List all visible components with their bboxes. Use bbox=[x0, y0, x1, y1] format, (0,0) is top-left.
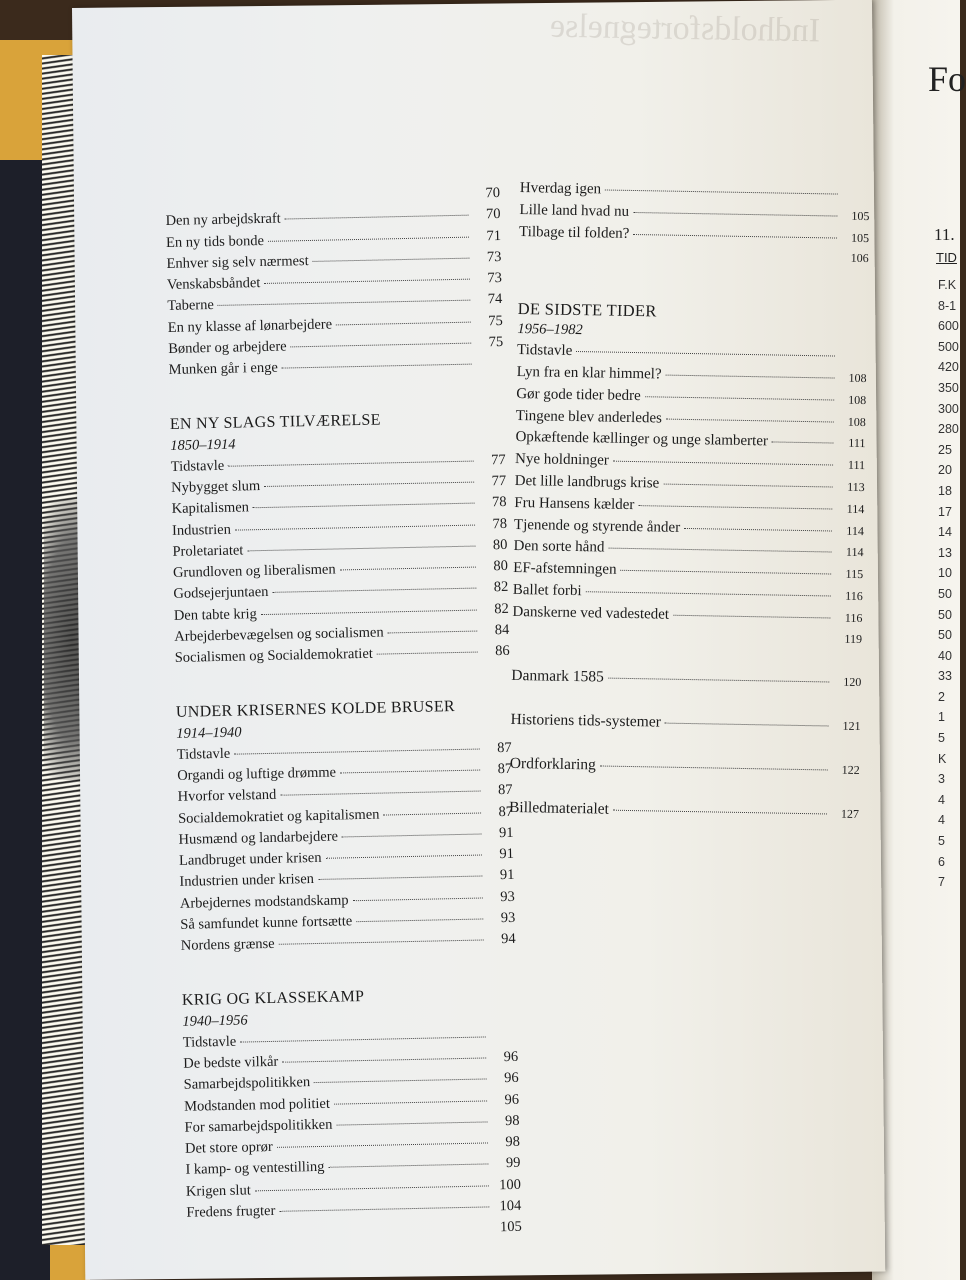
facing-page-item: 50 bbox=[938, 586, 952, 601]
toc-entry-title: Nybygget slum bbox=[171, 478, 261, 496]
facing-page-item: 2 bbox=[938, 689, 945, 704]
toc-entry-page: 73 bbox=[487, 270, 503, 287]
toc-entry[interactable] bbox=[510, 755, 860, 785]
facing-page-item: 33 bbox=[938, 669, 952, 684]
facing-page-item: 8-1 bbox=[938, 298, 957, 313]
toc-entry-page: 74 bbox=[487, 291, 503, 308]
toc-entry-title: Taberne bbox=[167, 297, 215, 315]
toc-entry-page: 91 bbox=[498, 824, 514, 841]
toc-leader-dots bbox=[235, 524, 475, 530]
toc-entry-page: 94 bbox=[501, 931, 516, 948]
toc-entry-title: Grundloven og liberalismen bbox=[172, 561, 336, 582]
toc-entry-page: 77 bbox=[491, 451, 506, 468]
show-through-text: Indholdsfortegnelse bbox=[549, 7, 821, 50]
facing-page-item: 1 bbox=[938, 710, 945, 725]
toc-entry-title: Modstanden mod politiet bbox=[183, 1095, 331, 1115]
toc-leader-dots bbox=[326, 855, 482, 859]
toc-entry-title: Organdi og luftige drømme bbox=[177, 764, 337, 784]
facing-page-item: 4 bbox=[938, 813, 945, 828]
toc-entry-page: 120 bbox=[843, 675, 862, 690]
toc-leader-dots bbox=[613, 810, 827, 815]
toc-entry-title: Tidstavle bbox=[176, 745, 231, 763]
toc-entry-page: 105 bbox=[499, 1219, 522, 1236]
toc-entry-page: 105 bbox=[851, 208, 870, 223]
toc-entry-title: I kamp- og ventestilling bbox=[185, 1159, 325, 1179]
toc-leader-dots bbox=[638, 505, 832, 509]
toc-entry-page: 116 bbox=[845, 588, 863, 603]
toc-entry-title: De bedste vilkår bbox=[183, 1053, 279, 1072]
toc-leader-dots bbox=[247, 545, 475, 551]
facing-page-item: 50 bbox=[938, 628, 952, 643]
toc-leader-dots bbox=[600, 766, 828, 771]
toc-entry-page: 106 bbox=[850, 251, 869, 266]
toc-entry-page bbox=[476, 367, 504, 368]
toc-entry-title: Samarbejdspolitikken bbox=[183, 1074, 311, 1094]
toc-entry-title: Tidstavle bbox=[170, 457, 225, 475]
toc-entry-page: 78 bbox=[491, 494, 507, 511]
toc-entry-page: 127 bbox=[840, 807, 860, 822]
section-years: 1956–1982 bbox=[517, 321, 583, 339]
toc-entry-title: Ballet forbi bbox=[512, 581, 582, 600]
toc-entry-page: 75 bbox=[488, 334, 504, 351]
toc-entry-page: 115 bbox=[845, 566, 864, 582]
toc-entry-title: Krigen slut bbox=[185, 1182, 251, 1200]
toc-entry-title: For samarbejdspolitikken bbox=[184, 1116, 333, 1136]
toc-leader-dots bbox=[285, 215, 469, 220]
toc-leader-dots bbox=[666, 375, 835, 379]
toc-leader-dots bbox=[228, 460, 474, 466]
section-years: 1940–1956 bbox=[182, 1012, 248, 1030]
toc-leader-dots bbox=[608, 548, 831, 553]
toc-entry-page: 114 bbox=[846, 501, 865, 516]
toc-entry[interactable] bbox=[510, 711, 860, 741]
toc-leader-dots bbox=[340, 769, 480, 773]
toc-entry-title: Den tabte krig bbox=[173, 605, 257, 624]
toc-entry-title: Fru Hansens kælder bbox=[514, 494, 635, 513]
toc-entry-page: 71 bbox=[486, 227, 502, 244]
toc-entry-title: En ny klasse af lønarbejdere bbox=[167, 316, 333, 336]
toc-entry-title: Enhver sig selv nærmest bbox=[166, 252, 309, 272]
toc-entry-title: Tilbage til folden? bbox=[518, 223, 630, 242]
facing-page-heading: TID bbox=[936, 250, 957, 265]
toc-entry-title: EF-afstemningen bbox=[513, 560, 617, 578]
toc-leader-dots bbox=[282, 364, 472, 369]
toc-entry-page: 114 bbox=[845, 545, 864, 560]
facing-page-list bbox=[938, 275, 959, 893]
toc-entry-title: Nordens grænse bbox=[180, 936, 275, 955]
facing-page-item: 50 bbox=[938, 607, 952, 622]
toc-entry-page: 86 bbox=[495, 643, 510, 660]
facing-page-item: 600 bbox=[938, 319, 959, 334]
toc-leader-dots bbox=[313, 258, 470, 262]
toc-leader-dots bbox=[282, 1057, 486, 1062]
toc-entry-page: 122 bbox=[841, 763, 860, 778]
facing-page-item: 20 bbox=[938, 463, 952, 478]
toc-entry-page: 78 bbox=[492, 515, 508, 532]
toc-entry-title: Lille land hvad nu bbox=[519, 201, 630, 220]
toc-entry-title: Gør gode tider bedre bbox=[516, 385, 641, 404]
toc-entry-page bbox=[490, 1039, 518, 1040]
toc-leader-dots bbox=[336, 1121, 487, 1125]
facing-page-item: 5 bbox=[938, 834, 945, 849]
toc-leader-dots bbox=[621, 570, 832, 575]
toc-entry-title: Proletariatet bbox=[172, 542, 244, 560]
toc-entry-title: Landbruget under krisen bbox=[178, 849, 322, 869]
section-heading: EN NY SLAGS TILVÆRELSE bbox=[169, 411, 381, 433]
toc-entry-page: 105 bbox=[850, 230, 870, 245]
toc-entry-page: 119 bbox=[844, 631, 863, 646]
toc-leader-dots bbox=[279, 1206, 489, 1211]
toc-leader-dots bbox=[665, 723, 829, 727]
toc-entry-title: Historiens tids-systemer bbox=[510, 711, 661, 731]
section-heading: DE SIDSTE TIDER bbox=[517, 299, 657, 321]
toc-entry-title: Munken går i enge bbox=[168, 360, 279, 379]
toc-entry-title: Husmænd og landarbejdere bbox=[178, 828, 339, 848]
toc-entry-title: Opkæftende kællinger og unge slamberter bbox=[515, 429, 769, 450]
toc-leader-dots bbox=[264, 279, 470, 284]
toc-right-column bbox=[509, 180, 870, 829]
facing-page-item: 7 bbox=[938, 875, 945, 890]
toc-entry-page: 91 bbox=[499, 867, 515, 884]
toc-entry-title: Industrien bbox=[171, 521, 232, 539]
toc-entry-page: 70 bbox=[485, 206, 501, 223]
toc-entry-page: 108 bbox=[848, 392, 867, 407]
facing-page-item: 18 bbox=[938, 483, 952, 498]
toc-entry-page: 100 bbox=[498, 1176, 522, 1193]
toc-entry-page: 82 bbox=[493, 579, 509, 596]
toc-entry-title: Det store oprør bbox=[184, 1139, 273, 1157]
toc-entry[interactable] bbox=[511, 667, 861, 697]
toc-entry-page: 93 bbox=[500, 888, 515, 905]
toc-leader-dots bbox=[356, 919, 483, 923]
toc-entry-page: 75 bbox=[488, 312, 503, 330]
toc-entry-title: Kapitalismen bbox=[171, 499, 250, 518]
facing-page-item: 500 bbox=[938, 339, 959, 354]
facing-page-item: 4 bbox=[938, 792, 945, 807]
toc-entry-title: Billedmaterialet bbox=[508, 799, 610, 818]
toc-entry-page: 108 bbox=[848, 370, 867, 386]
toc-entry-page: 98 bbox=[504, 1112, 520, 1129]
toc-entry-title: Socialismen og Socialdemokratiet bbox=[174, 646, 374, 667]
toc-entry-page: 82 bbox=[494, 600, 509, 617]
toc-leader-dots bbox=[318, 876, 482, 880]
toc-leader-dots bbox=[772, 442, 834, 444]
section-heading: UNDER KRISERNES KOLDE BRUSER bbox=[175, 697, 456, 721]
toc-entry-page: 80 bbox=[492, 536, 508, 554]
toc-entry-page: 96 bbox=[503, 1048, 519, 1066]
toc-entry-title: Socialdemokratiet og kapitalismen bbox=[177, 806, 380, 827]
toc-leader-dots bbox=[383, 812, 481, 815]
section-heading: KRIG OG KLASSEKAMP bbox=[181, 987, 365, 1009]
toc-leader-dots bbox=[666, 418, 834, 422]
toc-entry-title: Lyn fra en klar himmel? bbox=[516, 363, 662, 383]
toc-leader-dots bbox=[340, 567, 476, 571]
toc-entry-page: 111 bbox=[847, 457, 866, 473]
toc-entry-page: 99 bbox=[505, 1155, 521, 1172]
facing-page-item: 10 bbox=[938, 566, 952, 581]
toc-entry-page: 93 bbox=[500, 909, 516, 927]
toc-entry-page: 91 bbox=[499, 845, 515, 863]
toc-leader-dots bbox=[334, 1100, 487, 1104]
toc-entry-title: Fredens frugter bbox=[186, 1202, 276, 1221]
toc-entry-page: 87 bbox=[497, 782, 513, 799]
toc-entry-page: 96 bbox=[504, 1091, 520, 1108]
toc-entry-title: Det lille landbrugs krise bbox=[514, 472, 660, 492]
toc-entry-title: Tidstavle bbox=[516, 342, 573, 360]
toc-entry-title: Bønder og arbejdere bbox=[168, 338, 287, 358]
facing-page-item: 40 bbox=[938, 648, 952, 663]
toc-leader-dots bbox=[613, 461, 833, 466]
toc-entry-page: 70 bbox=[485, 184, 501, 202]
facing-page-title: Fo bbox=[928, 59, 966, 99]
toc-leader-dots bbox=[353, 897, 483, 901]
toc-entry-page: 96 bbox=[503, 1069, 519, 1087]
toc-leader-dots bbox=[253, 503, 475, 509]
toc-leader-dots bbox=[328, 1164, 488, 1168]
toc-leader-dots bbox=[261, 609, 477, 615]
toc-entry-title: Hvorfor velstand bbox=[177, 787, 277, 806]
toc-leader-dots bbox=[218, 300, 470, 306]
toc-leader-dots bbox=[272, 588, 476, 593]
facing-page-item: 280 bbox=[938, 422, 959, 437]
toc-entry-title: Hverdag igen bbox=[519, 180, 602, 198]
toc-entry-title: Danmark 1585 bbox=[511, 667, 605, 686]
facing-page-item: 17 bbox=[938, 504, 952, 519]
toc-leader-dots bbox=[633, 234, 837, 239]
toc-entry-page: 87 bbox=[497, 739, 512, 756]
toc-entry-title: Så samfundet kunne fortsætte bbox=[180, 913, 353, 933]
section-years: 1914–1940 bbox=[176, 724, 242, 742]
toc-leader-dots bbox=[576, 351, 835, 357]
toc-leader-dots bbox=[277, 1143, 488, 1148]
toc-entry-page: 73 bbox=[486, 248, 502, 266]
toc-entry-title: Godsejerjuntaen bbox=[173, 584, 269, 603]
toc-entry-page: 104 bbox=[499, 1197, 522, 1215]
facing-page-chapter: 11. bbox=[934, 225, 955, 244]
toc-entry-title: Nye holdninger bbox=[514, 451, 609, 469]
toc-entry-page: 111 bbox=[848, 436, 866, 451]
facing-page-item: 350 bbox=[938, 380, 959, 395]
facing-page-item: 5 bbox=[938, 731, 945, 746]
facing-page-item: 13 bbox=[938, 545, 952, 560]
toc-entry-title: Industrien under krisen bbox=[179, 871, 315, 891]
facing-page-item: 300 bbox=[938, 401, 959, 416]
toc-leader-dots bbox=[255, 1185, 489, 1191]
toc-leader-dots bbox=[673, 614, 830, 618]
toc-entry-title: Tidstavle bbox=[182, 1033, 237, 1051]
toc-leader-dots bbox=[663, 484, 832, 488]
toc-entry-page: 87 bbox=[497, 760, 513, 778]
toc-entry-title: Venskabsbåndet bbox=[166, 275, 261, 294]
toc-entry-title: Tjenende og styrende ånder bbox=[513, 516, 681, 536]
section-years: 1850–1914 bbox=[170, 436, 236, 454]
toc-leader-dots bbox=[684, 527, 832, 531]
toc-leader-dots bbox=[268, 236, 469, 241]
toc-leader-dots bbox=[314, 1079, 487, 1084]
toc-entry-page: 84 bbox=[494, 621, 510, 639]
toc-entry-title: Ordforklaring bbox=[509, 755, 597, 774]
facing-page-item: 3 bbox=[938, 772, 945, 787]
toc-entry-title: Arbejderbevægelsen og socialismen bbox=[174, 624, 384, 645]
toc-leader-dots bbox=[291, 343, 472, 348]
toc-entry-page: 77 bbox=[491, 472, 507, 490]
facing-page-item: K bbox=[938, 751, 947, 766]
toc-entry-title: Danskerne ved vadestedet bbox=[512, 603, 670, 623]
facing-page-item: 25 bbox=[938, 442, 952, 457]
toc-entry-page: 113 bbox=[847, 479, 865, 495]
toc-leader-dots bbox=[633, 212, 837, 217]
toc-leader-dots bbox=[280, 791, 480, 796]
toc-leader-dots bbox=[586, 591, 831, 596]
toc-entry-page: 87 bbox=[498, 803, 514, 820]
facing-page-item: 420 bbox=[938, 360, 959, 375]
toc-leader-dots bbox=[264, 482, 474, 487]
toc-entry-title: Den sorte hånd bbox=[513, 538, 605, 556]
toc-entry-title: Arbejdernes modstandskamp bbox=[179, 892, 349, 912]
toc-leader-dots bbox=[336, 321, 471, 325]
toc-entry-page: 108 bbox=[847, 414, 866, 429]
toc-leader-dots bbox=[234, 748, 480, 754]
facing-page-item: 14 bbox=[938, 525, 952, 540]
toc-leader-dots bbox=[645, 396, 834, 400]
toc-leader-dots bbox=[605, 189, 838, 194]
toc-leader-dots bbox=[388, 631, 478, 634]
toc-leader-dots bbox=[377, 652, 478, 655]
toc-leader-dots bbox=[342, 833, 482, 837]
toc-leader-dots bbox=[279, 940, 484, 945]
toc-entry-page: 98 bbox=[505, 1133, 521, 1151]
toc-entry-title: Tingene blev anderledes bbox=[515, 407, 663, 427]
toc-entry-page: 80 bbox=[493, 558, 509, 575]
facing-page-item: 6 bbox=[938, 854, 945, 869]
toc-entry-page: 116 bbox=[844, 610, 863, 625]
toc-left-column bbox=[165, 185, 522, 1247]
toc-entry-title: En ny tids bonde bbox=[165, 232, 265, 251]
toc-entry-title: Den ny arbejdskraft bbox=[165, 210, 281, 230]
toc-entry-page: 121 bbox=[842, 719, 861, 734]
facing-page-item: F.K bbox=[938, 278, 957, 292]
toc-leader-dots bbox=[608, 678, 829, 683]
toc-leader-dots bbox=[240, 1036, 486, 1042]
toc-entry-page: 114 bbox=[846, 523, 865, 538]
